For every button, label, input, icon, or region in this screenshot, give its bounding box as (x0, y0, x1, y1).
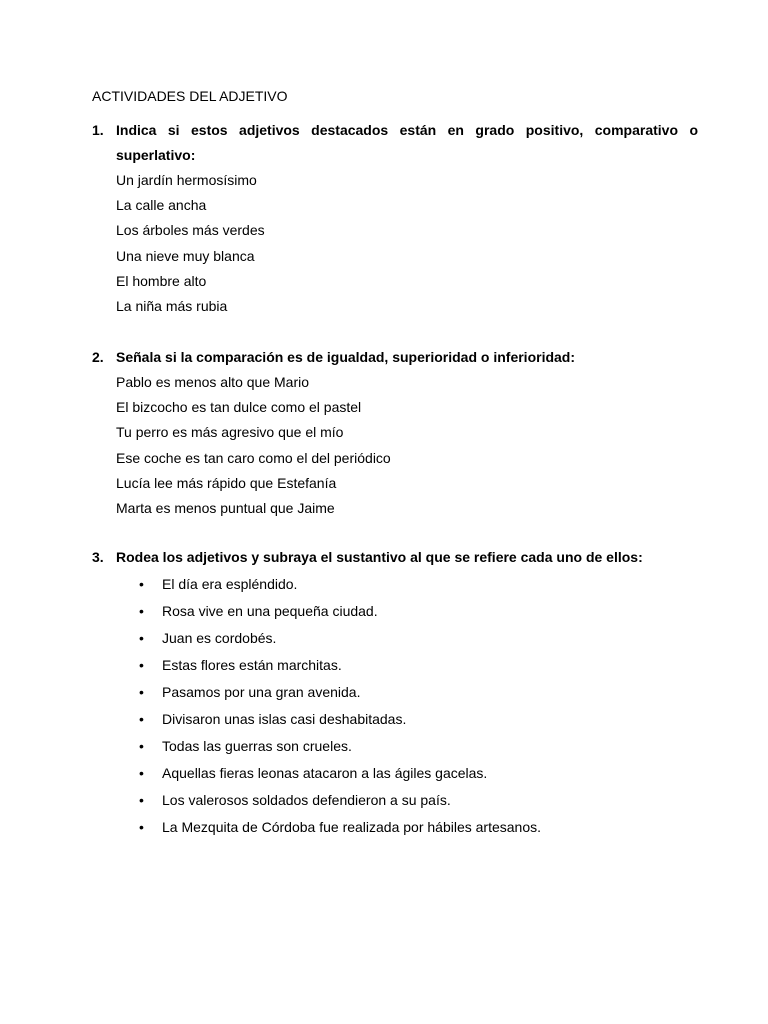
list-item-text: Rosa vive en una pequeña ciudad. (162, 603, 378, 619)
list-item: El bizcocho es tan dulce como el pastel (116, 399, 362, 416)
list-item: Los árboles más verdes (116, 222, 265, 239)
question-prompt: Indica si estos adjetivos destacados están en grado positivo, comparativo o superlativo: (116, 122, 698, 163)
question-2 (92, 345, 698, 521)
list-item: La niña más rubia (116, 298, 228, 315)
question-number: 1. (92, 122, 104, 138)
bullet-icon: • (139, 711, 144, 727)
list-item (135, 571, 698, 598)
question-prompt: Rodea los adjetivos y subraya el sustantivo al que se refiere cada uno de ellos: (116, 549, 643, 565)
list-item (135, 652, 698, 679)
question-number: 3. (92, 549, 104, 565)
list-item-text: El día era espléndido. (162, 576, 298, 592)
bullet-icon: • (139, 684, 144, 700)
list-item-text: Estas flores están marchitas. (162, 657, 342, 673)
list-item (135, 733, 698, 760)
bullet-icon: • (139, 792, 144, 808)
list-item-text: Pasamos por una gran avenida. (162, 684, 361, 700)
bullet-list (135, 571, 698, 841)
document-title: ACTIVIDADES DEL ADJETIVO (92, 88, 288, 104)
list-item (135, 760, 698, 787)
list-item: Ese coche es tan caro como el del periódico (116, 449, 391, 466)
list-item-text: Aquellas fieras leonas atacaron a las ágiles gacelas. (162, 765, 488, 781)
list-item: La calle ancha (116, 197, 207, 214)
list-item: Tu perro es más agresivo que el mío (116, 424, 344, 441)
question-3 (92, 545, 698, 841)
bullet-icon: • (139, 576, 144, 592)
bullet-icon: • (139, 603, 144, 619)
bullet-icon: • (139, 819, 144, 835)
answer-list (116, 370, 698, 521)
question-prompt: Señala si la comparación es de igualdad, superioridad o inferioridad: (116, 349, 576, 365)
bullet-icon: • (139, 657, 144, 673)
list-item (135, 625, 698, 652)
list-item (135, 787, 698, 814)
list-item (135, 598, 698, 625)
bullet-icon: • (139, 765, 144, 781)
list-item: Una nieve muy blanca (116, 247, 255, 264)
list-item (135, 814, 698, 841)
list-item: Marta es menos puntual que Jaime (116, 500, 335, 517)
answer-list (116, 168, 698, 319)
list-item-text: Divisaron unas islas casi deshabitadas. (162, 711, 407, 727)
list-item (135, 679, 698, 706)
list-item: Un jardín hermosísimo (116, 172, 257, 188)
list-item-text: Todas las guerras son crueles. (162, 738, 352, 754)
list-item (135, 706, 698, 733)
list-item-text: La Mezquita de Córdoba fue realizada por hábiles artesanos. (162, 819, 542, 835)
list-item: El hombre alto (116, 272, 207, 289)
question-1 (92, 118, 698, 319)
list-item: Pablo es menos alto que Mario (116, 374, 309, 390)
bullet-icon: • (139, 738, 144, 754)
question-number: 2. (92, 349, 104, 365)
list-item-text: Los valerosos soldados defendieron a su país. (162, 792, 451, 808)
bullet-icon: • (139, 630, 144, 646)
list-item: Lucía lee más rápido que Estefanía (116, 474, 337, 491)
list-item-text: Juan es cordobés. (162, 630, 277, 646)
